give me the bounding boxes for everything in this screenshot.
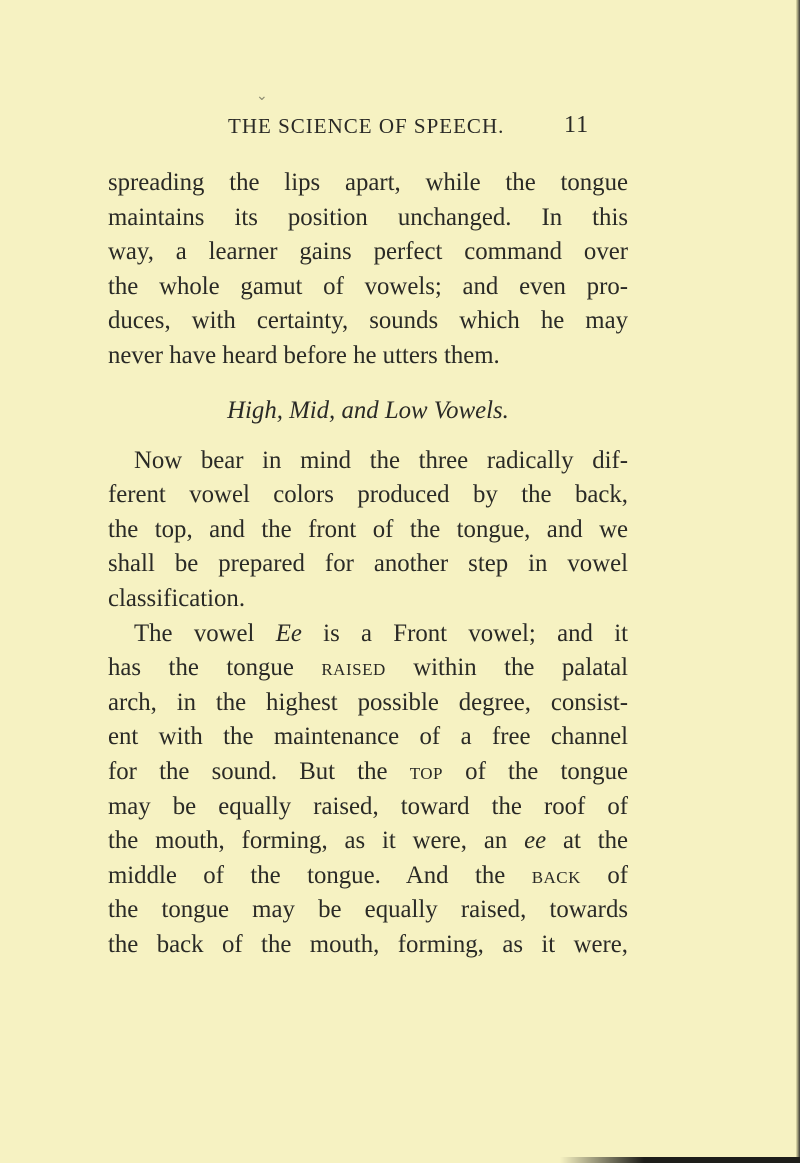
- text-line: may be equally raised, toward the roof of: [108, 792, 628, 820]
- text-line: the top, and the front of the tongue, and we: [108, 515, 628, 543]
- text-line: never have heard before he utters them.: [108, 341, 500, 369]
- text-line: for the sound. But the top of the tongue: [108, 757, 628, 785]
- section-heading: High, Mid, and Low Vowels.: [227, 396, 509, 424]
- text-line: the mouth, forming, as it were, an ee at the: [108, 827, 628, 855]
- text-line: the back of the mouth, forming, as it were,: [108, 930, 628, 958]
- pencil-mark-icon: ⌄: [256, 88, 268, 104]
- text-line: shall be prepared for another step in vowel: [108, 550, 628, 578]
- page-edge-shadow: [796, 0, 800, 1163]
- running-title: THE SCIENCE OF SPEECH.: [228, 114, 505, 138]
- text-line: the whole gamut of vowels; and even pro-: [108, 272, 628, 300]
- emphasis-ee-lower: ee: [524, 827, 547, 855]
- emphasis-ee: Ee: [275, 619, 302, 647]
- page-bottom-shadow: [560, 1157, 800, 1163]
- text-line: the tongue may be equally raised, towards: [108, 896, 628, 924]
- page-number: 11: [564, 112, 590, 138]
- text-line: ent with the maintenance of a free channel: [108, 723, 628, 751]
- small-caps-raised: raised: [321, 654, 386, 682]
- text-line: middle of the tongue. And the back of: [108, 861, 629, 889]
- body-text: [108, 166, 628, 962]
- small-caps-back: back: [531, 861, 581, 889]
- text-line: way, a learner gains perfect command over: [108, 238, 628, 266]
- text-line: arch, in the highest possible degree, consist-: [108, 688, 628, 716]
- text-line: ferent vowel colors produced by the back,: [108, 481, 628, 509]
- text-line: spreading the lips apart, while the tongue: [108, 169, 628, 196]
- text-line: maintains its position unchanged. In this: [108, 203, 628, 231]
- small-caps-top: top: [409, 757, 443, 785]
- text-line: duces, with certainty, sounds which he may: [108, 307, 628, 335]
- text-line: Now bear in mind the three radically dif-: [134, 446, 628, 474]
- text-line: The vowel Ee is a Front vowel; and it: [134, 619, 628, 647]
- text-line: classification.: [108, 584, 246, 612]
- text-line: has the tongue raised within the palatal: [108, 654, 628, 682]
